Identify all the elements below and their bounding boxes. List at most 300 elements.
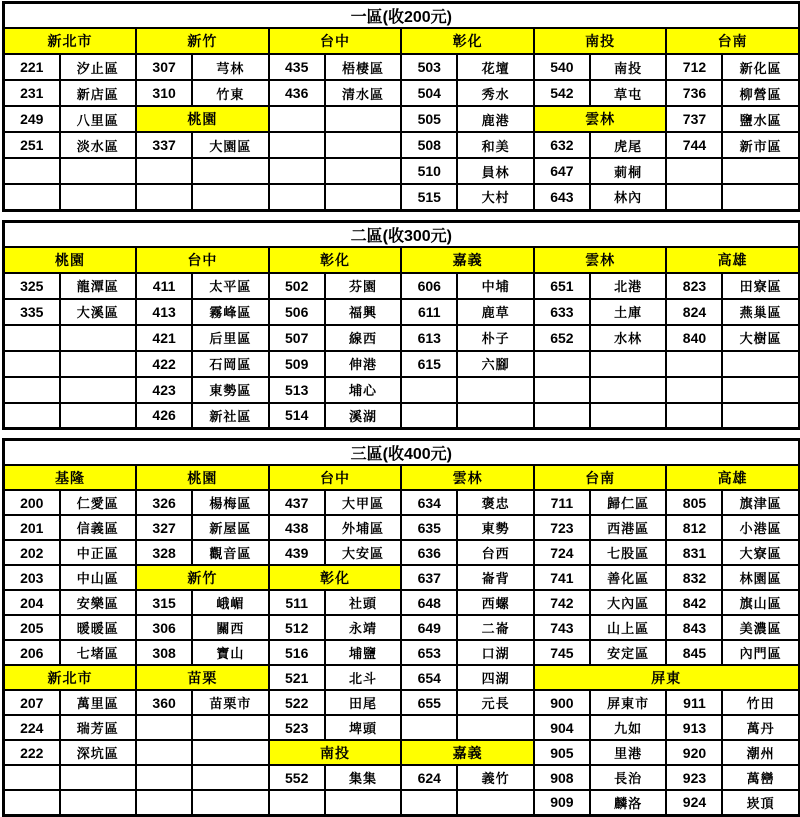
postal-code-cell: 337: [136, 132, 192, 158]
postal-code-cell: 326: [136, 490, 192, 515]
postal-code-cell: 823: [666, 273, 722, 299]
region-header-cell: 新北市: [4, 28, 137, 54]
empty-cell: [60, 403, 137, 429]
postal-code-cell: 327: [136, 515, 192, 540]
empty-cell: [534, 377, 590, 403]
postal-code-cell: 920: [666, 740, 722, 765]
district-name-cell: 花壇: [457, 54, 534, 80]
postal-code-cell: 624: [401, 765, 457, 790]
empty-cell: [401, 790, 457, 815]
table-row: [4, 80, 800, 106]
region-header-cell: 台中: [269, 465, 402, 490]
postal-code-cell: 251: [4, 132, 60, 158]
postal-code-cell: 647: [534, 158, 590, 184]
postal-code-cell: 900: [534, 690, 590, 715]
district-name-cell: 萬巒: [722, 765, 799, 790]
district-name-cell: 善化區: [590, 565, 667, 590]
postal-code-cell: 521: [269, 665, 325, 690]
postal-code-cell: 435: [269, 54, 325, 80]
region-header-cell: 台南: [534, 465, 667, 490]
table-row: [4, 325, 800, 351]
postal-code-cell: 423: [136, 377, 192, 403]
district-name-cell: 石岡區: [192, 351, 269, 377]
postal-code-cell: 204: [4, 590, 60, 615]
district-name-cell: 鹿港: [457, 106, 534, 132]
region-header-cell: 屏東: [534, 665, 799, 690]
region-header-cell: 雲林: [401, 465, 534, 490]
postal-code-cell: 636: [401, 540, 457, 565]
empty-cell: [666, 403, 722, 429]
district-name-cell: 瑞芳區: [60, 715, 137, 740]
postal-code-cell: 360: [136, 690, 192, 715]
district-name-cell: 萬丹: [722, 715, 799, 740]
postal-code-cell: 510: [401, 158, 457, 184]
zone-1-title: 一區(收200元): [4, 3, 800, 29]
empty-cell: [722, 377, 799, 403]
district-name-cell: 線西: [325, 325, 402, 351]
district-name-cell: 草屯: [590, 80, 667, 106]
region-header-cell: 台中: [269, 28, 402, 54]
empty-cell: [4, 351, 60, 377]
district-name-cell: 大甲區: [325, 490, 402, 515]
district-name-cell: 梧棲區: [325, 54, 402, 80]
postal-code-cell: 824: [666, 299, 722, 325]
district-name-cell: 小港區: [722, 515, 799, 540]
region-header-cell: 台南: [666, 28, 799, 54]
region-header-cell: 新竹: [136, 28, 269, 54]
district-name-cell: 旗山區: [722, 590, 799, 615]
postal-code-cell: 632: [534, 132, 590, 158]
empty-cell: [269, 132, 325, 158]
empty-cell: [60, 377, 137, 403]
region-header-cell: 嘉義: [401, 247, 534, 273]
district-name-cell: 秀水: [457, 80, 534, 106]
district-name-cell: 新市區: [722, 132, 799, 158]
district-name-cell: 旗津區: [722, 490, 799, 515]
region-header-cell: 彰化: [269, 247, 402, 273]
postal-code-cell: 231: [4, 80, 60, 106]
district-name-cell: 六腳: [457, 351, 534, 377]
district-name-cell: 水林: [590, 325, 667, 351]
district-name-cell: 東勢: [457, 515, 534, 540]
district-name-cell: 褒忠: [457, 490, 534, 515]
postal-code-cell: 502: [269, 273, 325, 299]
table-row: [4, 490, 800, 515]
empty-cell: [4, 325, 60, 351]
postal-code-cell: 310: [136, 80, 192, 106]
postal-code-cell: 651: [534, 273, 590, 299]
empty-cell: [192, 790, 269, 815]
postal-code-cell: 249: [4, 106, 60, 132]
postal-code-cell: 503: [401, 54, 457, 80]
empty-cell: [136, 158, 192, 184]
empty-cell: [60, 184, 137, 210]
postal-code-cell: 635: [401, 515, 457, 540]
postal-code-cell: 743: [534, 615, 590, 640]
postal-code-cell: 504: [401, 80, 457, 106]
table-row: [4, 765, 800, 790]
postal-code-cell: 843: [666, 615, 722, 640]
postal-code-cell: 613: [401, 325, 457, 351]
empty-cell: [192, 158, 269, 184]
region-header-row: [4, 28, 800, 54]
empty-cell: [60, 790, 137, 815]
empty-cell: [722, 158, 799, 184]
table-row: [4, 790, 800, 815]
table-row: [4, 273, 800, 299]
postal-code-cell: 413: [136, 299, 192, 325]
postal-code-cell: 307: [136, 54, 192, 80]
postal-code-cell: 909: [534, 790, 590, 815]
district-name-cell: 七股區: [590, 540, 667, 565]
postal-code-cell: 723: [534, 515, 590, 540]
zone-2-title: 二區(收300元): [4, 221, 800, 247]
empty-cell: [269, 106, 325, 132]
empty-cell: [269, 790, 325, 815]
region-header-cell: 桃園: [136, 106, 269, 132]
postal-code-cell: 328: [136, 540, 192, 565]
district-name-cell: 大寮區: [722, 540, 799, 565]
postal-code-cell: 411: [136, 273, 192, 299]
table-row: [4, 690, 800, 715]
district-name-cell: 二崙: [457, 615, 534, 640]
empty-cell: [4, 158, 60, 184]
postal-code-cell: 221: [4, 54, 60, 80]
district-name-cell: 麟洛: [590, 790, 667, 815]
postal-code-cell: 924: [666, 790, 722, 815]
postal-code-cell: 201: [4, 515, 60, 540]
empty-cell: [590, 377, 667, 403]
postal-code-cell: 653: [401, 640, 457, 665]
empty-cell: [401, 403, 457, 429]
district-name-cell: 田寮區: [722, 273, 799, 299]
empty-cell: [722, 403, 799, 429]
postal-code-cell: 511: [269, 590, 325, 615]
empty-cell: [325, 158, 402, 184]
district-name-cell: 霧峰區: [192, 299, 269, 325]
district-name-cell: 里港: [590, 740, 667, 765]
postal-code-cell: 742: [534, 590, 590, 615]
district-name-cell: 北港: [590, 273, 667, 299]
empty-cell: [60, 158, 137, 184]
postal-code-cell: 643: [534, 184, 590, 210]
district-name-cell: 崁頂: [722, 790, 799, 815]
district-name-cell: 義竹: [457, 765, 534, 790]
district-name-cell: 大村: [457, 184, 534, 210]
postal-code-cell: 508: [401, 132, 457, 158]
district-name-cell: 新屋區: [192, 515, 269, 540]
empty-cell: [4, 184, 60, 210]
district-name-cell: 台西: [457, 540, 534, 565]
district-name-cell: 永靖: [325, 615, 402, 640]
empty-cell: [457, 403, 534, 429]
district-name-cell: 社頭: [325, 590, 402, 615]
region-header-cell: 高雄: [666, 465, 799, 490]
postal-code-cell: 306: [136, 615, 192, 640]
empty-cell: [192, 740, 269, 765]
table-row: [4, 106, 800, 132]
empty-cell: [269, 184, 325, 210]
region-header-cell: 南投: [269, 740, 402, 765]
empty-cell: [666, 351, 722, 377]
district-name-cell: 中山區: [60, 565, 137, 590]
empty-cell: [136, 740, 192, 765]
postal-code-cell: 335: [4, 299, 60, 325]
postal-code-cell: 540: [534, 54, 590, 80]
table-row: [4, 665, 800, 690]
table-row: [4, 515, 800, 540]
empty-cell: [60, 325, 137, 351]
region-header-cell: 南投: [534, 28, 667, 54]
region-header-cell: 基隆: [4, 465, 137, 490]
district-name-cell: 新化區: [722, 54, 799, 80]
district-name-cell: 潮州: [722, 740, 799, 765]
postal-code-cell: 741: [534, 565, 590, 590]
empty-cell: [136, 765, 192, 790]
region-header-cell: 嘉義: [401, 740, 534, 765]
postal-code-cell: 831: [666, 540, 722, 565]
empty-cell: [401, 377, 457, 403]
district-name-cell: 信義區: [60, 515, 137, 540]
region-header-cell: 彰化: [401, 28, 534, 54]
table-row: [4, 540, 800, 565]
zone-3-title-row: [4, 440, 800, 466]
table-row: [4, 158, 800, 184]
table-row: [4, 351, 800, 377]
empty-cell: [136, 184, 192, 210]
district-name-cell: 大樹區: [722, 325, 799, 351]
empty-cell: [4, 765, 60, 790]
district-name-cell: 萬里區: [60, 690, 137, 715]
district-name-cell: 朴子: [457, 325, 534, 351]
table-row: [4, 715, 800, 740]
postal-code-cell: 842: [666, 590, 722, 615]
empty-cell: [534, 351, 590, 377]
district-name-cell: 和美: [457, 132, 534, 158]
postal-code-cell: 652: [534, 325, 590, 351]
district-name-cell: 峨嵋: [192, 590, 269, 615]
district-name-cell: 溪湖: [325, 403, 402, 429]
district-name-cell: 芬園: [325, 273, 402, 299]
district-name-cell: 安樂區: [60, 590, 137, 615]
region-header-cell: 彰化: [269, 565, 402, 590]
district-name-cell: 新店區: [60, 80, 137, 106]
district-name-cell: 北斗: [325, 665, 402, 690]
postal-code-cell: 637: [401, 565, 457, 590]
table-row: [4, 740, 800, 765]
table-row: [4, 640, 800, 665]
postal-code-cell: 514: [269, 403, 325, 429]
district-name-cell: 中正區: [60, 540, 137, 565]
empty-cell: [4, 790, 60, 815]
postal-code-cell: 513: [269, 377, 325, 403]
district-name-cell: 大園區: [192, 132, 269, 158]
district-name-cell: 柳營區: [722, 80, 799, 106]
empty-cell: [722, 351, 799, 377]
postal-code-cell: 224: [4, 715, 60, 740]
district-name-cell: 竹田: [722, 690, 799, 715]
postal-code-cell: 633: [534, 299, 590, 325]
district-name-cell: 關西: [192, 615, 269, 640]
district-name-cell: 鹽水區: [722, 106, 799, 132]
table-row: [4, 590, 800, 615]
postal-code-cell: 615: [401, 351, 457, 377]
postal-code-cell: 523: [269, 715, 325, 740]
postal-code-cell: 507: [269, 325, 325, 351]
postal-code-cell: 648: [401, 590, 457, 615]
empty-cell: [457, 377, 534, 403]
postal-code-cell: 905: [534, 740, 590, 765]
empty-cell: [136, 715, 192, 740]
region-header-cell: 台中: [136, 247, 269, 273]
table-row: [4, 132, 800, 158]
region-header-cell: 雲林: [534, 106, 667, 132]
postal-code-cell: 509: [269, 351, 325, 377]
region-header-cell: 桃園: [4, 247, 137, 273]
zone-2-title-row: [4, 221, 800, 247]
postal-code-cell: 606: [401, 273, 457, 299]
district-name-cell: 暖暖區: [60, 615, 137, 640]
district-name-cell: 觀音區: [192, 540, 269, 565]
postal-code-cell: 439: [269, 540, 325, 565]
district-name-cell: 美濃區: [722, 615, 799, 640]
empty-cell: [192, 715, 269, 740]
district-name-cell: 口湖: [457, 640, 534, 665]
postal-code-cell: 913: [666, 715, 722, 740]
postal-code-cell: 655: [401, 690, 457, 715]
empty-cell: [666, 158, 722, 184]
district-name-cell: 歸仁區: [590, 490, 667, 515]
postal-code-cell: 422: [136, 351, 192, 377]
district-name-cell: 新社區: [192, 403, 269, 429]
postal-code-cell: 634: [401, 490, 457, 515]
postal-code-cell: 712: [666, 54, 722, 80]
postal-code-cell: 724: [534, 540, 590, 565]
district-name-cell: 九如: [590, 715, 667, 740]
zone-1-table: [2, 1, 800, 212]
district-name-cell: 八里區: [60, 106, 137, 132]
empty-cell: [325, 790, 402, 815]
postal-code-cell: 506: [269, 299, 325, 325]
empty-cell: [666, 184, 722, 210]
district-name-cell: 西港區: [590, 515, 667, 540]
postal-code-cell: 516: [269, 640, 325, 665]
postal-code-cell: 737: [666, 106, 722, 132]
postal-code-cell: 908: [534, 765, 590, 790]
empty-cell: [457, 715, 534, 740]
postal-code-cell: 845: [666, 640, 722, 665]
table-row: [4, 377, 800, 403]
postal-fee-zones-sheet: [2, 0, 798, 817]
postal-code-cell: 736: [666, 80, 722, 106]
postal-code-cell: 421: [136, 325, 192, 351]
district-name-cell: 東勢區: [192, 377, 269, 403]
district-name-cell: 西螺: [457, 590, 534, 615]
zone-3-title: 三區(收400元): [4, 440, 800, 466]
postal-code-cell: 512: [269, 615, 325, 640]
postal-code-cell: 745: [534, 640, 590, 665]
postal-code-cell: 315: [136, 590, 192, 615]
postal-code-cell: 904: [534, 715, 590, 740]
postal-code-cell: 436: [269, 80, 325, 106]
empty-cell: [590, 351, 667, 377]
district-name-cell: 清水區: [325, 80, 402, 106]
empty-cell: [60, 765, 137, 790]
postal-code-cell: 840: [666, 325, 722, 351]
district-name-cell: 埤頭: [325, 715, 402, 740]
district-name-cell: 中埔: [457, 273, 534, 299]
district-name-cell: 竹東: [192, 80, 269, 106]
postal-code-cell: 308: [136, 640, 192, 665]
district-name-cell: 安定區: [590, 640, 667, 665]
region-header-cell: 高雄: [666, 247, 799, 273]
region-header-cell: 新北市: [4, 665, 137, 690]
postal-code-cell: 206: [4, 640, 60, 665]
district-name-cell: 集集: [325, 765, 402, 790]
district-name-cell: 寶山: [192, 640, 269, 665]
district-name-cell: 林園區: [722, 565, 799, 590]
region-header-cell: 桃園: [136, 465, 269, 490]
empty-cell: [590, 403, 667, 429]
postal-code-cell: 438: [269, 515, 325, 540]
district-name-cell: 山上區: [590, 615, 667, 640]
postal-code-cell: 200: [4, 490, 60, 515]
table-row: [4, 403, 800, 429]
district-name-cell: 南投: [590, 54, 667, 80]
empty-cell: [457, 790, 534, 815]
region-header-cell: 新竹: [136, 565, 269, 590]
region-header-row: [4, 465, 800, 490]
table-row: [4, 565, 800, 590]
zone-3-table: [2, 438, 800, 817]
postal-code-cell: 911: [666, 690, 722, 715]
district-name-cell: 元長: [457, 690, 534, 715]
empty-cell: [666, 377, 722, 403]
postal-code-cell: 542: [534, 80, 590, 106]
district-name-cell: 埔鹽: [325, 640, 402, 665]
table-row: [4, 299, 800, 325]
district-name-cell: 太平區: [192, 273, 269, 299]
district-name-cell: 外埔區: [325, 515, 402, 540]
district-name-cell: 大溪區: [60, 299, 137, 325]
region-header-cell: 雲林: [534, 247, 667, 273]
region-header-cell: 苗栗: [136, 665, 269, 690]
district-name-cell: 伸港: [325, 351, 402, 377]
postal-code-cell: 522: [269, 690, 325, 715]
district-name-cell: 埔心: [325, 377, 402, 403]
empty-cell: [325, 184, 402, 210]
district-name-cell: 崙背: [457, 565, 534, 590]
region-header-row: [4, 247, 800, 273]
zone-1-title-row: [4, 3, 800, 29]
postal-code-cell: 426: [136, 403, 192, 429]
district-name-cell: 汐止區: [60, 54, 137, 80]
empty-cell: [192, 765, 269, 790]
empty-cell: [60, 351, 137, 377]
postal-code-cell: 505: [401, 106, 457, 132]
district-name-cell: 大安區: [325, 540, 402, 565]
empty-cell: [4, 403, 60, 429]
table-row: [4, 184, 800, 210]
district-name-cell: 后里區: [192, 325, 269, 351]
postal-code-cell: 832: [666, 565, 722, 590]
empty-cell: [401, 715, 457, 740]
postal-code-cell: 812: [666, 515, 722, 540]
postal-code-cell: 205: [4, 615, 60, 640]
postal-code-cell: 654: [401, 665, 457, 690]
postal-code-cell: 744: [666, 132, 722, 158]
district-name-cell: 龍潭區: [60, 273, 137, 299]
